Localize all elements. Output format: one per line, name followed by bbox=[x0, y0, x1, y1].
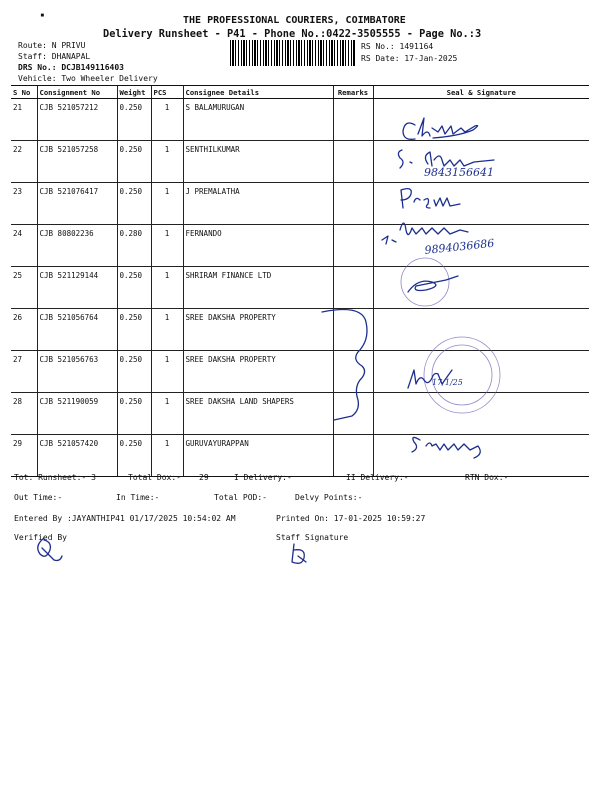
cell-consignment: CJB 521057212 bbox=[37, 99, 117, 141]
cell-sno: 28 bbox=[11, 393, 37, 435]
cell-sno: 21 bbox=[11, 99, 37, 141]
bracket-mark bbox=[322, 310, 367, 420]
cell-pcs: 1 bbox=[151, 99, 183, 141]
corner-mark: ▪ bbox=[40, 10, 45, 19]
cell-consignment: CJB 521057258 bbox=[37, 141, 117, 183]
col-sno: S No bbox=[11, 86, 37, 99]
vehicle-label: Vehicle: Two Wheeler Delivery bbox=[18, 74, 158, 83]
cell-weight: 0.250 bbox=[117, 99, 151, 141]
cell-consignment: CJB 521129144 bbox=[37, 267, 117, 309]
cell-consignee: SREE DAKSHA PROPERTY bbox=[183, 351, 333, 393]
runsheet-title: Delivery Runsheet - P41 - Phone No.:0422-3505555 - Page No.:3 bbox=[103, 28, 482, 40]
col-remarks: Remarks bbox=[333, 86, 373, 99]
cell-consignee: FERNANDO bbox=[183, 225, 333, 267]
cell-weight: 0.280 bbox=[117, 225, 151, 267]
cell-consignee: SHRIRAM FINANCE LTD bbox=[183, 267, 333, 309]
col-consignment: Consignment No bbox=[37, 86, 117, 99]
cell-pcs: 1 bbox=[151, 351, 183, 393]
cell-consignment: CJB 521190059 bbox=[37, 393, 117, 435]
cell-weight: 0.250 bbox=[117, 351, 151, 393]
cell-weight: 0.250 bbox=[117, 309, 151, 351]
cell-consignment: CJB 521056764 bbox=[37, 309, 117, 351]
cell-consignee: SREE DAKSHA LAND SHAPERS bbox=[183, 393, 333, 435]
verified-by-label: Verified By bbox=[14, 533, 67, 542]
cell-pcs: 1 bbox=[151, 309, 183, 351]
col-pcs: PCS bbox=[151, 86, 183, 99]
out-time-label: Out Time:- bbox=[14, 493, 63, 502]
total-dox-label: Total Dox:- bbox=[128, 473, 181, 482]
cell-sno: 23 bbox=[11, 183, 37, 225]
cell-consignee: J PREMALATHA bbox=[183, 183, 333, 225]
cell-sno: 24 bbox=[11, 225, 37, 267]
cell-consignee: GURUVAYURAPPAN bbox=[183, 435, 333, 477]
col-consignee: Consignee Details bbox=[183, 86, 333, 99]
cell-weight: 0.250 bbox=[117, 183, 151, 225]
staff-label: Staff: DHANAPAL bbox=[18, 52, 91, 61]
cell-weight: 0.250 bbox=[117, 267, 151, 309]
cell-pcs: 1 bbox=[151, 393, 183, 435]
total-pod-label: Total POD:- bbox=[214, 493, 267, 502]
col-weight: Weight bbox=[117, 86, 151, 99]
in-time-label: In Time:- bbox=[116, 493, 160, 502]
staff-signature-mark bbox=[292, 544, 306, 563]
cell-pcs: 1 bbox=[151, 267, 183, 309]
staff-signature-label: Staff Signature bbox=[276, 533, 349, 542]
cell-consignment: CJB 521057420 bbox=[37, 435, 117, 477]
cell-consignment: CJB 80802236 bbox=[37, 225, 117, 267]
cell-consignment: CJB 521056763 bbox=[37, 351, 117, 393]
cell-consignee: SENTHILKUMAR bbox=[183, 141, 333, 183]
stamp-row-25 bbox=[401, 258, 449, 306]
printed-on: Printed On: 17-01-2025 10:59:27 bbox=[276, 514, 426, 523]
ii-delivery-label: II Delivery:- bbox=[346, 473, 409, 482]
cell-sno: 29 bbox=[11, 435, 37, 477]
col-seal-signature: Seal & Signature bbox=[373, 86, 589, 99]
rs-number: RS No.: 1491164 bbox=[361, 42, 434, 51]
cell-consignment: CJB 521076417 bbox=[37, 183, 117, 225]
cell-pcs: 1 bbox=[151, 225, 183, 267]
cell-pcs: 1 bbox=[151, 435, 183, 477]
date-row-28: 17/1/25 bbox=[432, 378, 463, 387]
cell-pcs: 1 bbox=[151, 183, 183, 225]
entered-by: Entered By :JAYANTHIP41 01/17/2025 10:54:02 AM bbox=[14, 514, 236, 523]
stamp-row-27 bbox=[424, 337, 500, 413]
cell-consignee: SREE DAKSHA PROPERTY bbox=[183, 309, 333, 351]
phone-row-22: 9843156641 bbox=[424, 166, 494, 179]
cell-weight: 0.250 bbox=[117, 393, 151, 435]
cell-sno: 25 bbox=[11, 267, 37, 309]
cell-pcs: 1 bbox=[151, 141, 183, 183]
rtn-dox-label: RTN Dox:- bbox=[465, 473, 509, 482]
tot-runsheet: Tot. Runsheet:- 3 bbox=[14, 473, 96, 482]
signature-row-29 bbox=[412, 437, 480, 458]
cell-weight: 0.250 bbox=[117, 141, 151, 183]
phone-row-24: 9894036686 bbox=[423, 236, 495, 257]
company-name: THE PROFESSIONAL COURIERS, COIMBATORE bbox=[183, 15, 406, 26]
cell-sno: 26 bbox=[11, 309, 37, 351]
i-delivery-label: I Delivery:- bbox=[234, 473, 292, 482]
route-label: Route: N PRIVU bbox=[18, 41, 86, 50]
drs-number: DRS No.: DCJB149116403 bbox=[18, 63, 124, 72]
cell-sno: 22 bbox=[11, 141, 37, 183]
delvy-points-label: Delvy Points:- bbox=[295, 493, 363, 502]
cell-sno: 27 bbox=[11, 351, 37, 393]
total-dox-value: 29 bbox=[199, 473, 209, 482]
signature-row-23 bbox=[401, 189, 460, 208]
cell-consignee: S BALAMURUGAN bbox=[183, 99, 333, 141]
cell-weight: 0.250 bbox=[117, 435, 151, 477]
rs-date: RS Date: 17-Jan-2025 bbox=[361, 54, 458, 63]
signature-row-25 bbox=[408, 276, 458, 292]
signature-row-21 bbox=[403, 118, 478, 139]
